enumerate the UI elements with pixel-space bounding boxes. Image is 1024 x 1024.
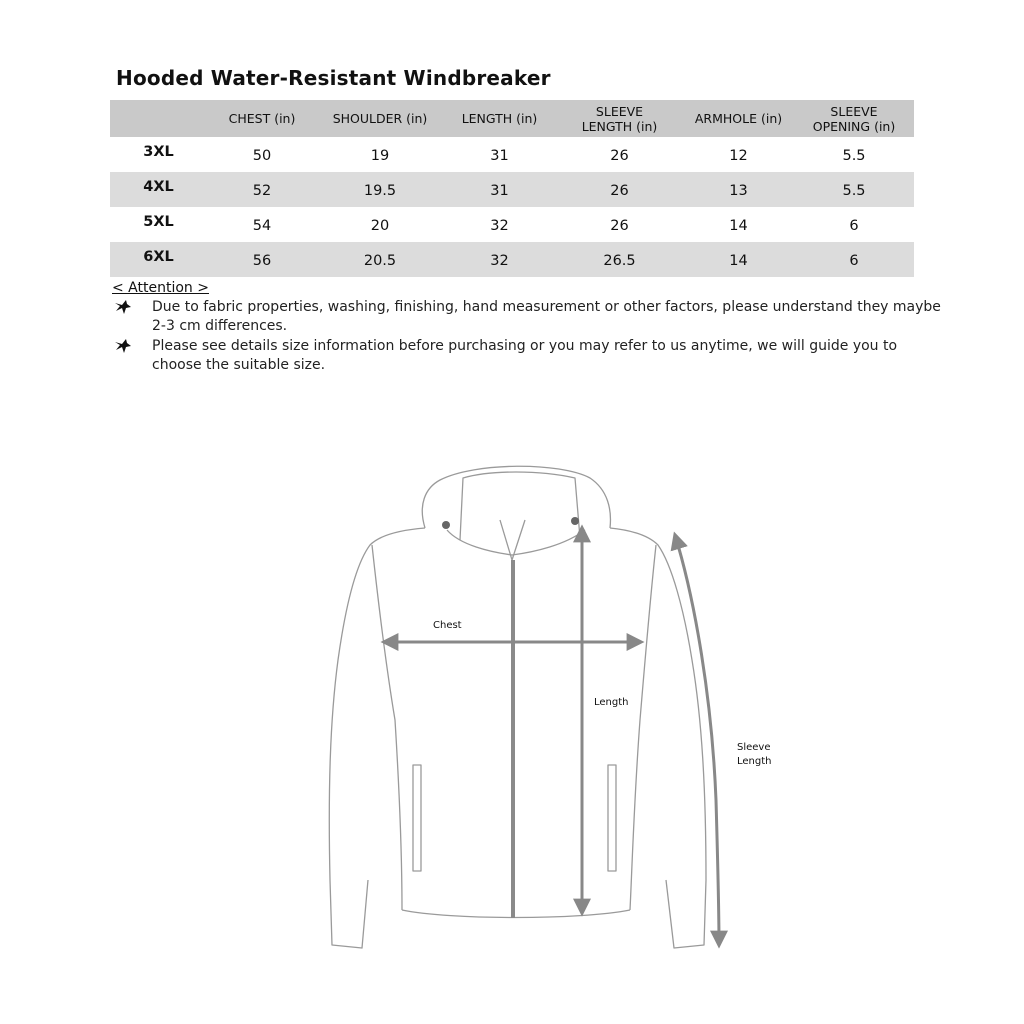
chest-value: 50 <box>207 137 317 172</box>
size-label: 5XL <box>110 207 207 242</box>
page-title: Hooded Water-Resistant Windbreaker <box>116 66 551 90</box>
header-chest: CHEST (in) <box>207 100 317 137</box>
length-value: 32 <box>443 207 556 242</box>
shoulder-value: 19 <box>317 137 443 172</box>
armhole-value: 14 <box>683 242 794 277</box>
sleeve-opening-value: 5.5 <box>794 172 914 207</box>
header-length: LENGTH (in) <box>443 100 556 137</box>
header-sleeve-length: SLEEVE LENGTH (in) <box>556 100 683 137</box>
table-row <box>110 137 914 172</box>
header-shoulder: SHOULDER (in) <box>317 100 443 137</box>
table-row <box>110 172 914 207</box>
attention-note <box>112 337 942 375</box>
pushpin-icon <box>114 338 132 354</box>
shoulder-value: 20 <box>317 207 443 242</box>
header-size <box>110 100 207 137</box>
size-label: 4XL <box>110 172 207 207</box>
sleeve-length-value: 26 <box>556 137 683 172</box>
header-armhole: ARMHOLE (in) <box>683 100 794 137</box>
jacket-outline <box>329 466 706 948</box>
table-row <box>110 242 914 277</box>
sleeve-opening-value: 6 <box>794 242 914 277</box>
header-sleeve-opening: SLEEVE OPENING (in) <box>794 100 914 137</box>
size-chart-table <box>110 100 914 277</box>
sleeve-length-value: 26 <box>556 172 683 207</box>
length-value: 31 <box>443 137 556 172</box>
size-label: 6XL <box>110 242 207 277</box>
length-value: 32 <box>443 242 556 277</box>
shoulder-value: 19.5 <box>317 172 443 207</box>
table-row <box>110 207 914 242</box>
sleeve-opening-value: 6 <box>794 207 914 242</box>
sleeve-length-value: 26.5 <box>556 242 683 277</box>
sleeve-opening-value: 5.5 <box>794 137 914 172</box>
size-label: 3XL <box>110 137 207 172</box>
attention-note-text: Due to fabric properties, washing, finishing, hand measurement or other factors, please understand they maybe 2-3 cm differences. <box>152 299 941 334</box>
armhole-value: 13 <box>683 172 794 207</box>
chest-value: 52 <box>207 172 317 207</box>
chest-label: Chest <box>433 620 462 631</box>
armhole-value: 12 <box>683 137 794 172</box>
sleeve-length-label: Sleeve Length <box>737 742 772 767</box>
length-label: Length <box>594 697 629 708</box>
armhole-value: 14 <box>683 207 794 242</box>
attention-note-text: Please see details size information before purchasing or you may refer to us anytime, we will guide you to choose the suitable size. <box>152 338 898 373</box>
sleeve-length-arrow <box>675 535 719 945</box>
size-chart-header-row <box>110 100 914 137</box>
chest-value: 56 <box>207 242 317 277</box>
chest-value: 54 <box>207 207 317 242</box>
attention-section <box>112 280 942 376</box>
shoulder-value: 20.5 <box>317 242 443 277</box>
length-value: 31 <box>443 172 556 207</box>
sleeve-length-value: 26 <box>556 207 683 242</box>
attention-heading: < Attention > <box>112 280 209 296</box>
attention-note <box>112 298 942 336</box>
pushpin-icon <box>114 299 132 315</box>
